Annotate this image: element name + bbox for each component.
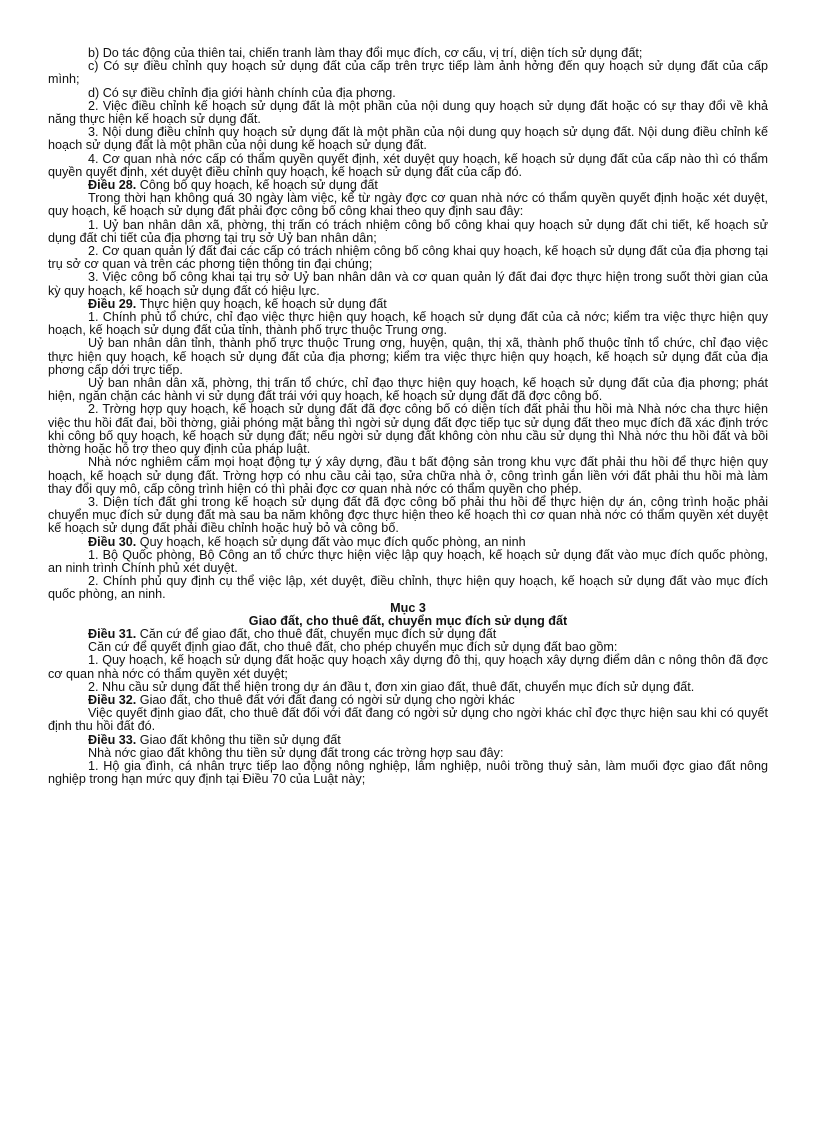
paragraph: 1. Uỷ ban nhân dân xã, phờng, thị trấn có trách nhiệm công bố công khai quy hoạch sử dụng đất chi tiết, kế hoạch sử dụng đất chi tiết của địa phơng tại trụ sở Uỷ ban nhân dân; — [48, 217, 768, 245]
paragraph: 2. Việc điều chỉnh kế hoạch sử dụng đất là một phần của nội dung quy hoạch sử dụng đất hoặc có sự thay đổi về khả năng thực hiện kế hoạch sử dụng đất. — [48, 98, 768, 127]
article-heading: Điều 29. — [88, 296, 137, 311]
paragraph: 2. Nhu cầu sử dụng đất thể hiện trong dự án đầu t, đơn xin giao đất, thuê đất, chuyển mục đích sử dụng đất. — [88, 679, 695, 694]
paragraph: Nhà nớc giao đất không thu tiền sử dụng đất trong các trờng hợp sau đây: — [88, 745, 504, 760]
article-title: Quy hoạch, kế hoạch sử dụng đất vào mục đích quốc phòng, an ninh — [136, 534, 526, 549]
paragraph: b) Do tác động của thiên tai, chiến tranh làm thay đổi mục đích, cơ cấu, vị trí, diện tích sử dụng đất; — [88, 46, 643, 60]
paragraph: 4. Cơ quan nhà nớc cấp có thẩm quyền quyết định, xét duyệt quy hoạch, kế hoạch sử dụng đất của cấp nào thì có thẩm quyền quyết định, xét duyệt điều chỉnh quy hoạch, kế hoạch sử dụng đất của cấp đó. — [48, 151, 768, 179]
paragraph: c) Có sự điều chỉnh quy hoạch sử dụng đất của cấp trên trực tiếp làm ảnh hởng đến quy hoạch sử dụng đất của cấp mình; — [48, 59, 768, 87]
paragraph: Uỷ ban nhân dân xã, phờng, thị trấn tổ chức, chỉ đạo thực hiện quy hoạch, kế hoạch sử dụng đất của địa phơng; phát hiện, ngăn chặn các hành vi sử dụng đất trái với quy hoạch, kế hoạch sử dụng đất đã đợc công bố. — [48, 376, 768, 404]
paragraph: 2. Trờng hợp quy hoạch, kế hoạch sử dụng đất đã đợc công bố có diện tích đất phải thu hồi mà Nhà nớc cha thực hiện việc thu hồi đất đai, bồi thờng, giải phóng mặt bằng thì ngời sử dụng đất đợc tiếp tục sử dụng đất theo mục đích đã xác định trớc khi công bố quy hoạch, kế hoạch sử dụng đất; nếu ngời sử dụng đất không còn nhu cầu sử dụng thì Nhà nớc thu hồi đất và bồi thờng hoặc hỗ trợ theo quy định của pháp luật. — [48, 402, 768, 457]
section-title: Giao đất, cho thuê đất, chuyển mục đích sử dụng đất — [248, 613, 568, 628]
article-heading: Điều 33. — [88, 732, 137, 747]
paragraph: Trong thời hạn không quá 30 ngày làm việc, kể từ ngày đợc cơ quan nhà nớc có thẩm quyền quyết định hoặc xét duyệt, quy hoạch, kế hoạch sử dụng đất phải đợc công bố công khai theo quy định sau đây: — [48, 191, 768, 219]
article-heading: Điều 30. — [88, 534, 137, 549]
paragraph: 3. Diện tích đất ghi trong kế hoạch sử dụng đất đã đợc công bố phải thu hồi để thực hiện dự án, công trình hoặc phải chuyển mục đích sử dụng đất mà sau ba năm không đợc thực hiện theo kế hoạch thì cơ quan nhà nớc có thẩm quyền xét duyệt kế hoạch sử dụng đất phải điều chỉnh hoặc huỷ bỏ và công bố. — [48, 494, 768, 536]
paragraph: 3. Nội dung điều chỉnh quy hoạch sử dụng đất là một phần của nội dung quy hoạch sử dụng đất. Nội dung điều chỉnh kế hoạch sử dụng đất là một phần của nội dung kế hoạch sử dụng đất. — [48, 125, 768, 153]
paragraph: Căn cứ để quyết định giao đất, cho thuê đất, cho phép chuyển mục đích sử dụng đất bao gồm: — [88, 640, 618, 655]
article-heading: Điều 31. — [88, 626, 137, 641]
article-heading: Điều 32. — [88, 692, 137, 707]
article-title: Giao đất, cho thuê đất với đất đang có ngời sử dụng cho ngời khác — [136, 692, 515, 707]
paragraph: 1. Chính phủ tổ chức, chỉ đạo việc thực hiện quy hoạch, kế hoạch sử dụng đất của cả nớc; kiểm tra việc thực hiện quy hoạch, kế hoạch sử dụng đất của tỉnh, thành phố trực thuộc Trung ơng. — [48, 310, 768, 338]
paragraph: 3. Việc công bố công khai tại trụ sở Uỷ ban nhân dân và cơ quan quản lý đất đai đợc thực hiện trong suốt thời gian của kỳ quy hoạch, kế hoạch sử dụng đất có hiệu lực. — [48, 270, 768, 298]
article-heading: Điều 28. — [88, 178, 137, 193]
paragraph: 2. Chính phủ quy định cụ thể việc lập, xét duyệt, điều chỉnh, thực hiện quy hoạch, kế hoạch sử dụng đất vào mục đích quốc phòng, an ninh. — [48, 574, 768, 602]
article-30 — [48, 536, 768, 549]
paragraph: Việc quyết định giao đất, cho thuê đất đối với đất đang có ngời sử dụng cho ngời khác chỉ đợc thực hiện sau khi có quyết định thu hồi đất đó. — [48, 706, 768, 734]
document-page — [48, 47, 768, 786]
article-33 — [48, 734, 768, 747]
article-title: Thực hiện quy hoạch, kế hoạch sử dụng đất — [136, 296, 387, 311]
article-title: Giao đất không thu tiền sử dụng đất — [136, 732, 341, 747]
paragraph: 1. Quy hoạch, kế hoạch sử dụng đất hoặc quy hoạch xây dựng đô thị, quy hoạch xây dựng điểm dân c nông thôn đã đợc cơ quan nhà nớc có thẩm quyền xét duyệt; — [48, 653, 768, 681]
paragraph: Nhà nớc nghiêm cấm mọi hoạt động tự ý xây dựng, đầu t bất động sản trong khu vực đất phải thu hồi để thực hiện quy hoạch, kế hoạch sử dụng đất. Trờng hợp có nhu cầu cải tạo, sửa chữa nhà ở, công trình gắn liền với đất phải thu hồi mà làm thay đổi quy mô, cấp công trình hiện có thì phải đợc cơ quan nhà nớc có thẩm quyền cho phép. — [48, 455, 768, 496]
article-title: Căn cứ để giao đất, cho thuê đất, chuyển mục đích sử dụng đất — [136, 626, 497, 641]
section-number: Mục 3 — [390, 600, 426, 615]
paragraph: Uỷ ban nhân dân tỉnh, thành phố trực thuộc Trung ơng, huyện, quận, thị xã, thành phố thuộc tỉnh tổ chức, chỉ đạo việc thực hiện quy hoạch, kế hoạch sử dụng đất của địa phơng; kiểm tra việc thực hiện quy hoạch, kế hoạch sử dụng đất của địa phơng cấp dới trực tiếp. — [48, 336, 768, 377]
paragraph: 2. Cơ quan quản lý đất đai các cấp có trách nhiệm công bố công khai quy hoạch, kế hoạch sử dụng đất của địa phơng tại trụ sở cơ quan và trên các phơng tiện thông tin đại chúng; — [48, 244, 768, 272]
article-title: Công bố quy hoạch, kế hoạch sử dụng đất — [136, 178, 378, 193]
paragraph: 1. Bộ Quốc phòng, Bộ Công an tổ chức thực hiện việc lập quy hoạch, kế hoạch sử dụng đất vào mục đích quốc phòng, an ninh trình Chính phủ xét duyệt. — [48, 547, 768, 575]
paragraph: d) Có sự điều chỉnh địa giới hành chính của địa phơng. — [88, 85, 396, 100]
paragraph: 1. Hộ gia đình, cá nhân trực tiếp lao động nông nghiệp, lâm nghiệp, nuôi trồng thuỷ sản, làm muối đợc giao đất nông nghiệp trong hạn mức quy định tại Điều 70 của Luật này; — [48, 758, 768, 787]
